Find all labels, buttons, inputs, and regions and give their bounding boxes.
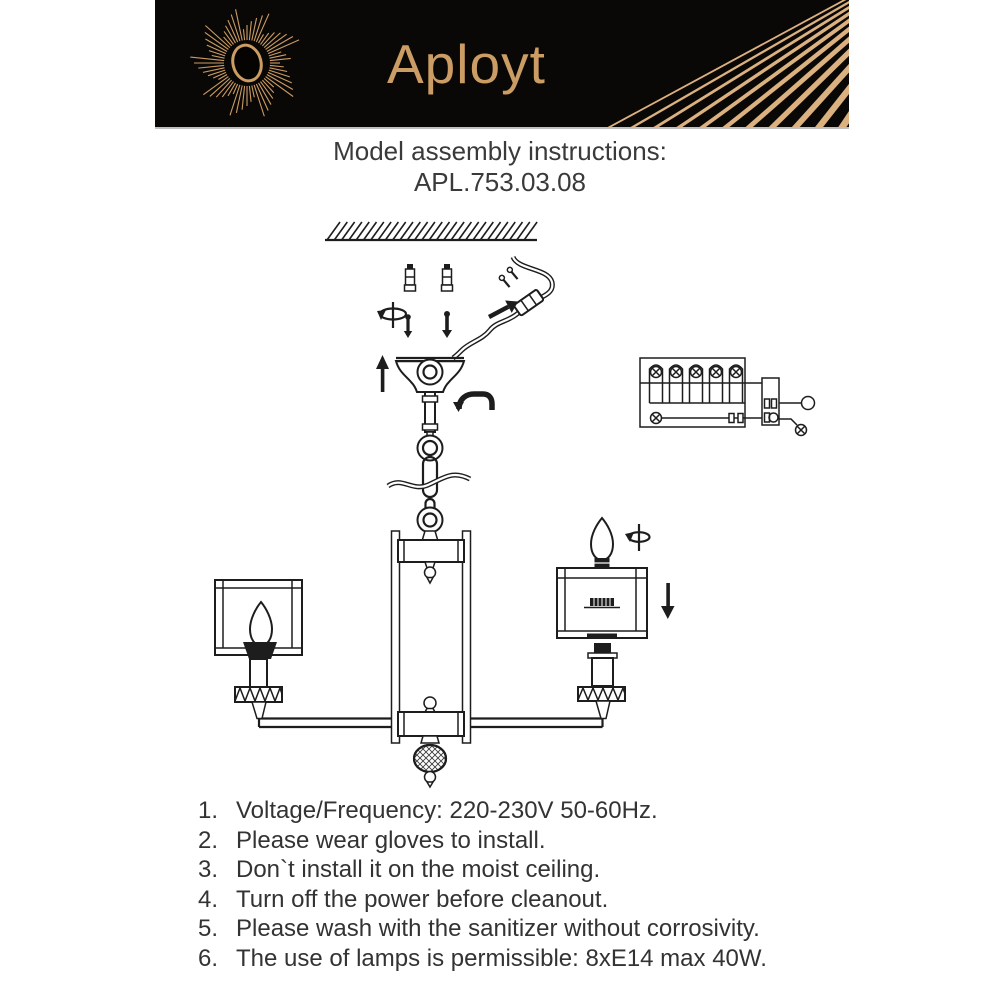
instruction-number: 6. [198, 944, 219, 972]
instruction-item [198, 855, 878, 885]
instruction-text: Turn off the power before cleanout. [236, 885, 609, 913]
corner-rays-lines [567, 0, 849, 127]
instruction-text: Voltage/Frequency: 220-230V 50-60Hz. [236, 797, 658, 824]
lamp-socket [243, 642, 277, 659]
knurled-ring [578, 687, 625, 701]
instruction-text: The use of lamps is permissible: 8xE14 max 40W. [236, 944, 767, 972]
ceiling [325, 222, 537, 240]
lamp-symbol-right [796, 425, 807, 436]
instruction-number: 3. [198, 856, 219, 883]
socket-cap [594, 643, 611, 653]
down-arrow-icon [661, 583, 675, 619]
model-number: APL.753.03.08 [413, 167, 587, 197]
instruction-text: Please wear gloves to install. [236, 826, 546, 854]
brand-banner [155, 0, 849, 129]
ceiling-canopy [396, 358, 464, 392]
hanging-rod [423, 392, 438, 438]
chandelier-body [392, 531, 471, 787]
instruction-number: 5. [198, 915, 219, 942]
arm-pin [252, 702, 266, 719]
wall-anchor-right [442, 264, 453, 291]
rotate-icon [377, 302, 406, 328]
sunburst-logo-icon [155, 0, 345, 127]
instruction-item [198, 885, 878, 915]
wall-anchor-left [405, 264, 416, 291]
lamp-symbols-row [650, 365, 743, 403]
left-arm [259, 719, 392, 728]
instructions-list [198, 796, 878, 973]
wiring-diagram [640, 358, 815, 436]
corner-rays-icon [549, 0, 849, 127]
instruction-item [198, 914, 878, 944]
crossing-wire [388, 475, 470, 487]
up-arrow-icon [376, 355, 389, 392]
brand-name: Aployt [387, 32, 546, 95]
connector-screws [498, 266, 519, 288]
terminal-box [762, 378, 779, 425]
page-title: Model assembly instructions: [333, 136, 667, 166]
arm-pin [596, 701, 610, 719]
ceiling-hatch-lines [327, 222, 537, 240]
left-lamp [215, 580, 302, 719]
title-block [0, 136, 1000, 198]
instruction-text: Don`t install it on the moist ceiling. [236, 856, 601, 883]
instruction-item [198, 944, 878, 974]
instruction-text: Please wash with the sanitizer without corrosivity. [236, 915, 760, 942]
shade-bottom-collar [587, 634, 617, 639]
screw-right [442, 311, 452, 338]
wire-connector [514, 289, 544, 316]
candle-sleeve [592, 658, 613, 686]
instruction-item [198, 796, 878, 826]
screw-left [404, 314, 412, 338]
instruction-item [198, 826, 878, 856]
switch-symbol [802, 397, 815, 410]
instruction-number: 2. [198, 826, 219, 854]
hook-icon [453, 394, 492, 412]
right-arm [470, 719, 603, 728]
assembly-diagram [0, 200, 1000, 790]
rotate-icon [625, 524, 650, 551]
candle-sleeve [250, 659, 267, 687]
instruction-number: 1. [198, 797, 219, 824]
candle-bulb [591, 518, 613, 560]
right-lamp-exploded [557, 518, 675, 719]
instruction-number: 4. [198, 885, 219, 913]
knurled-ring [235, 687, 282, 702]
lamp-symbol-bottom [651, 413, 662, 424]
burst-center [229, 42, 265, 84]
